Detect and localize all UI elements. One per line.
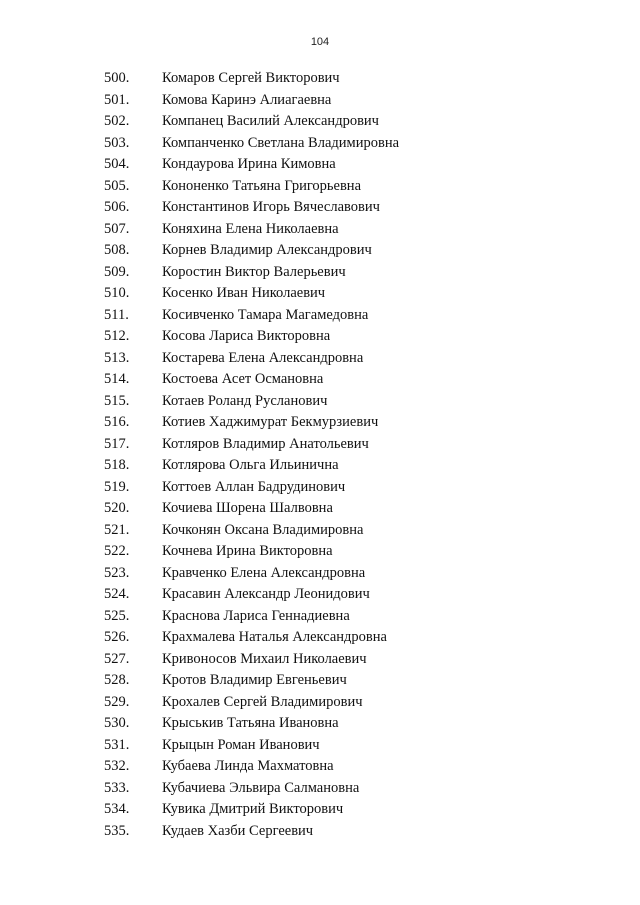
entry-name: Коняхина Елена Николаевна [162, 220, 339, 237]
list-item [0, 326, 640, 348]
entry-name: Косенко Иван Николаевич [162, 285, 326, 301]
list-item [0, 692, 640, 714]
list-item [0, 369, 640, 391]
entry-number: 535. [104, 822, 130, 839]
entry-number: 504. [104, 156, 130, 172]
entry-number: 531. [104, 736, 130, 753]
entry-name: Косивченко Тамара Магамедовна [162, 306, 369, 323]
page-number: 104 [310, 36, 330, 48]
list-item [0, 713, 640, 735]
entry-number: 511. [104, 306, 129, 323]
entry-name: Котиев Хаджимурат Бекмурзиевич [162, 414, 379, 430]
list-item [0, 111, 640, 133]
entry-number: 530. [104, 715, 130, 731]
entry-name: Кравченко Елена Александровна [162, 564, 366, 581]
entry-name: Котляров Владимир Анатольевич [162, 435, 369, 452]
list-item [0, 219, 640, 241]
list-item [0, 498, 640, 520]
entry-name: Котлярова Ольга Ильинична [162, 457, 339, 473]
entry-name: Компанец Василий Александрович [162, 113, 379, 129]
entry-name: Костарева Елена Александровна [162, 349, 364, 366]
entry-number: 505. [104, 177, 130, 194]
list-item [0, 627, 640, 649]
entry-name: Кубачиева Эльвира Салмановна [162, 779, 360, 796]
entry-name: Коттоев Аллан Бадрудинович [162, 478, 346, 495]
entry-name: Косова Лариса Викторовна [162, 328, 331, 344]
list-item [0, 434, 640, 456]
entry-number: 523. [104, 564, 130, 581]
name-list [0, 68, 640, 842]
entry-name: Кротов Владимир Евгеньевич [162, 672, 347, 688]
entry-number: 500. [104, 70, 130, 86]
list-item [0, 541, 640, 563]
entry-name: Крыськив Татьяна Ивановна [162, 715, 339, 731]
entry-number: 521. [104, 521, 130, 538]
entry-name: Котаев Роланд Русланович [162, 392, 328, 409]
entry-number: 520. [104, 500, 130, 516]
entry-name: Кочиева Шорена Шалвовна [162, 500, 333, 516]
list-item [0, 455, 640, 477]
entry-name: Кудаев Хазби Сергеевич [162, 822, 314, 839]
entry-name: Костоева Асет Османовна [162, 371, 324, 387]
list-item [0, 391, 640, 413]
entry-number: 529. [104, 693, 130, 710]
entry-name: Коростин Виктор Валерьевич [162, 263, 346, 280]
entry-number: 524. [104, 586, 130, 602]
list-item [0, 649, 640, 671]
entry-name: Компанченко Светлана Владимировна [162, 134, 400, 151]
entry-name: Краснова Лариса Геннадиевна [162, 607, 350, 624]
entry-name: Кондаурова Ирина Кимовна [162, 156, 336, 172]
list-item [0, 778, 640, 800]
entry-number: 503. [104, 134, 130, 151]
list-item [0, 197, 640, 219]
list-item [0, 133, 640, 155]
entry-number: 508. [104, 242, 130, 258]
list-item [0, 584, 640, 606]
entry-name: Константинов Игорь Вячеславович [162, 199, 380, 215]
list-item [0, 821, 640, 843]
list-item [0, 348, 640, 370]
entry-number: 522. [104, 543, 130, 559]
entry-number: 515. [104, 392, 130, 409]
entry-name: Корнев Владимир Александрович [162, 242, 372, 258]
entry-name: Крыцын Роман Иванович [162, 736, 320, 753]
entry-name: Комова Каринэ Алиагаевна [162, 91, 332, 108]
list-item [0, 176, 640, 198]
entry-number: 528. [104, 672, 130, 688]
entry-number: 501. [104, 91, 130, 108]
entry-name: Комаров Сергей Викторович [162, 70, 340, 86]
list-item [0, 154, 640, 176]
entry-number: 526. [104, 629, 130, 645]
entry-name: Кувика Дмитрий Викторович [162, 801, 344, 817]
list-item [0, 68, 640, 90]
entry-name: Кононенко Татьяна Григорьевна [162, 177, 361, 194]
list-item [0, 283, 640, 305]
entry-number: 507. [104, 220, 130, 237]
entry-number: 518. [104, 457, 130, 473]
list-item [0, 756, 640, 778]
entry-number: 512. [104, 328, 130, 344]
entry-name: Кубаева Линда Махматовна [162, 758, 334, 774]
entry-number: 510. [104, 285, 130, 301]
list-item [0, 262, 640, 284]
entry-number: 502. [104, 113, 130, 129]
list-item [0, 412, 640, 434]
entry-number: 532. [104, 758, 130, 774]
entry-number: 533. [104, 779, 130, 796]
list-item [0, 735, 640, 757]
entry-name: Красавин Александр Леонидович [162, 586, 370, 602]
entry-name: Крахмалева Наталья Александровна [162, 629, 387, 645]
entry-number: 513. [104, 349, 130, 366]
entry-name: Кочконян Оксана Владимировна [162, 521, 364, 538]
entry-number: 516. [104, 414, 130, 430]
entry-name: Кочнева Ирина Викторовна [162, 543, 333, 559]
entry-number: 534. [104, 801, 130, 817]
list-item [0, 305, 640, 327]
entry-name: Крохалев Сергей Владимирович [162, 693, 363, 710]
entry-number: 506. [104, 199, 130, 215]
entry-number: 514. [104, 371, 130, 387]
list-item [0, 520, 640, 542]
list-item [0, 563, 640, 585]
list-item [0, 799, 640, 821]
entry-number: 517. [104, 435, 130, 452]
entry-number: 525. [104, 607, 130, 624]
list-item [0, 477, 640, 499]
list-item [0, 606, 640, 628]
entry-number: 527. [104, 650, 130, 667]
list-item [0, 670, 640, 692]
entry-name: Кривоносов Михаил Николаевич [162, 650, 367, 667]
entry-number: 519. [104, 478, 130, 495]
list-item [0, 240, 640, 262]
entry-number: 509. [104, 263, 130, 280]
list-item [0, 90, 640, 112]
